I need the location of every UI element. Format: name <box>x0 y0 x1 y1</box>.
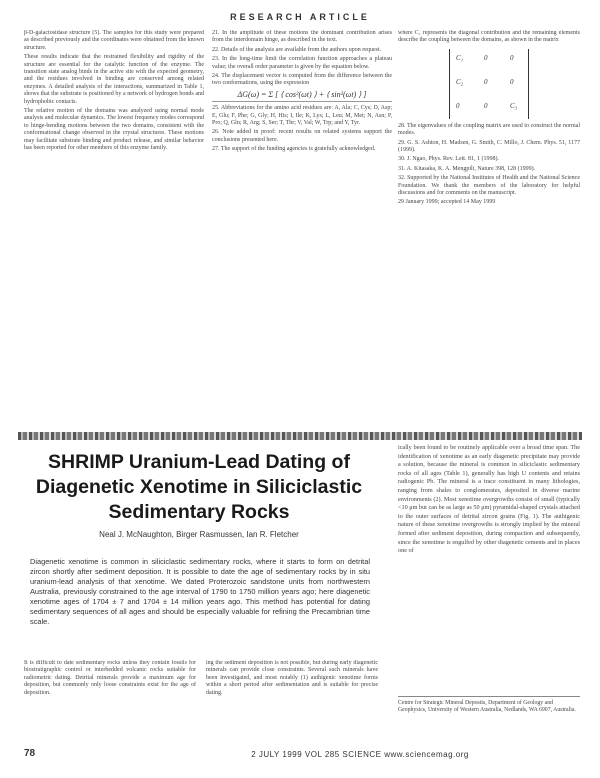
article-authors: Neal J. McNaughton, Birger Rasmussen, Ian R. Fletcher <box>99 530 299 539</box>
matrix-cell: C₃ <box>510 101 518 110</box>
article-body-left: It is difficult to date sedimentary rocks unless they contain fossils for biostratigraphic control or interbedded volcanic rocks suitable for radiometric dating. Detrital minerals provide a maximum age for deposition, but commonly only loose constraints exist for the age of deposition. <box>24 660 196 696</box>
divider <box>212 101 392 102</box>
coupling-matrix <box>449 49 529 119</box>
prior-article-column-1 <box>24 30 204 425</box>
article-title: SHRIMP Uranium-Lead Dating of Diagenetic Xenotime in Siliciclastic Sedimentary Rocks <box>35 451 363 523</box>
note: 29. G. S. Ashton, H. Madsen, G. Smith, C. Millo, J. Chem. Phys. 51, 1177 (1999). <box>398 139 580 154</box>
section-header: RESEARCH ARTICLE <box>230 12 370 22</box>
prior-article-column-2 <box>212 30 392 425</box>
note: 21. In the amplitude of these motions the dominant contribution arises from the interdomain hinge, as described in the text. <box>212 30 392 44</box>
article-body-middle: ing the sediment deposition is not possible, but during early diagenetic minerals can provide close constraints. Several such minerals have been investigated, and most notably (1) authigenic xenotime forms within a short period after sedimentation and is suitable for precise dating. <box>206 660 378 696</box>
matrix-cell: 0 <box>484 77 488 86</box>
note: 26. Note added in proof: recent results on related systems support the conclusions presented here. <box>212 129 392 143</box>
note: 31. A. Kitasaka, K. A. Mengpili, Nature 398, 128 (1999). <box>398 165 536 172</box>
matrix-cell: 0 <box>510 53 514 62</box>
article-body-right: ically been found to be routinely applicable over a broad time span. The identification of xenotime as an early diagenetic precipitate may provide a solution, because the mineral is common in siliciclastic sedimentary rocks of all ages (Table 1), generally has high U contents and retains radiogenic Pb. The mineral is a trace constituent in many lithologies, ranging from shales to conglomerates, deposited in diverse marine environments (2). Most xenotime overgrowths consist of small (typically <10 μm but can be as large as 50 μm) pyramidal-shaped crystals attached to the outer surfaces of detrital zircon grains (Fig. 1). The authigenic nature of these xenotime overgrowths is strongly implied by the mineral formed after sediment deposition, during compaction and subsequently, since the xenotime is engulfed by other diagenetic cements and in places one of <box>398 444 580 555</box>
paragraph: where C₁ represents the diagonal contribution and the remaining elements describe the coupling between the domains, as shown in the matrix <box>398 30 580 44</box>
issue-info: 2 JULY 1999 VOL 285 SCIENCE www.sciencemag.org <box>251 750 469 759</box>
received-date: 29 January 1999; accepted 14 May 1999 <box>398 199 496 206</box>
matrix-cell: 0 <box>510 77 514 86</box>
equation: ΔG(ω) = Σ [ ⟨ cos²(ωt) ⟩ + ⟨ sin²(ωt) ⟩ ] <box>237 89 367 99</box>
note: 30. J. Ngao, Phys. Rev. Lett. 81, 1 (1998). <box>398 156 499 163</box>
article-abstract: Diagenetic xenotime is common in siliciclastic sedimentary rocks, where it starts to form on detrital zircon shortly after sediment deposition. It is possible to date the age of sedimentary rocks by in situ uranium-lead analysis of that xenotime. We dated Proterozoic sandstone units from northwestern Australia, previously constrained to the age interval of 1790 to 1750 million years ago; here diagenetic xenotime ages of 1704 ± 7 and 1704 ± 14 million years ago. This method has potential for dating sedimentary sequences of all ages and should be especially valuable for refining the Precambrian time scale. <box>30 557 370 626</box>
matrix-cell: 0 <box>456 101 460 110</box>
note: 25. Abbreviations for the amino acid residues are: A, Ala; C, Cys; D, Asp; E, Glu; F, Phe; G, Gly; H, His; I, Ile; K, Lys; L, Leu; M, Met; N, Asn; P, Pro; Q, Gln; R, Arg; S, Ser; T, Thr; V, Val; W, Trp; and Y, Tyr. <box>212 105 392 127</box>
matrix-cell: 0 <box>484 101 488 110</box>
note: 22. Details of the analysis are available from the authors upon request. <box>212 46 382 53</box>
note: 23. In the long-time limit the correlation function approaches a plateau value; the overall order parameter is given by the equation below. <box>212 56 392 70</box>
note: 32. Supported by the National Institutes of Health and the National Science Foundation. We thank the members of the laboratory for helpful discussions and for comments on the manuscript. <box>398 175 580 197</box>
page-number: 78 <box>24 748 36 759</box>
author-affiliation: Centre for Strategic Mineral Deposits, Department of Geology and Geophysics, University of Western Australia, Nedlands, WA 6907, Australia. <box>398 696 580 714</box>
prior-article-column-3 <box>398 30 580 425</box>
matrix-cell: 0 <box>484 53 488 62</box>
matrix-cell: C₁ <box>456 53 464 62</box>
matrix-cell: C₂ <box>456 77 464 86</box>
note: 24. The displacement vector is computed from the difference between the two conformations, using the expression <box>212 73 392 87</box>
note: 28. The eigenvalues of the coupling matrix are used to construct the normal modes. <box>398 122 580 137</box>
article-divider-band <box>18 432 582 440</box>
note: 27. The support of the funding agencies is gratefully acknowledged. <box>212 146 376 153</box>
paragraph: These results indicate that the restrained flexibility and rigidity of the structure are essential for the catalytic function of the enzyme. The transition state analog binds in the active site with the expected geometry, and the residues involved in binding are conserved among related enzymes. A detailed analysis of the interactions, summarized in Table 1, shows that the substrate is positioned by a network of hydrogen bonds and hydrophobic contacts. <box>24 54 204 105</box>
paragraph: β-D-galactosidase structure [5]. The samples for this study were prepared as described previously and the coordinates were obtained from the known structure. <box>24 30 204 51</box>
paragraph: The relative motion of the domains was analyzed using normal mode analysis and molecular dynamics. The lowest frequency modes correspond to hinge-bending motions between the two domains, consistent with the conformational change observed in the crystal structures. These motions may facilitate substrate binding and product release, and similar behavior has been reported for other members of this enzyme family. <box>24 108 204 152</box>
page-footer <box>0 748 600 762</box>
